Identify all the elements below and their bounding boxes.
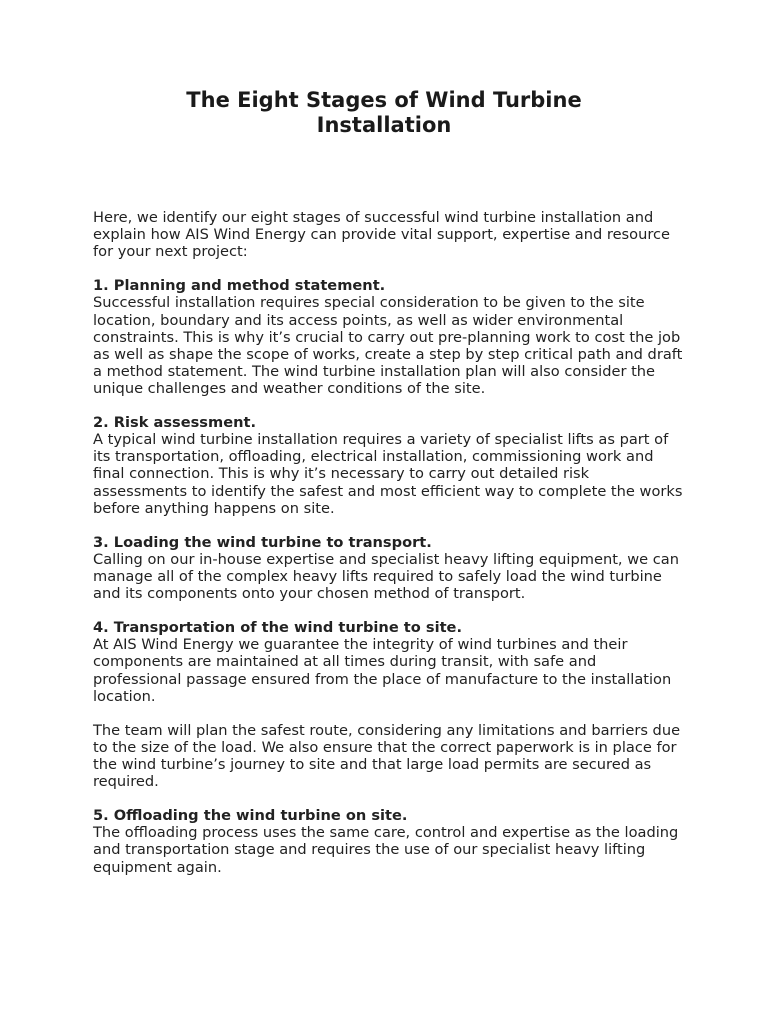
- section-heading: 1. Planning and method statement.: [93, 277, 386, 295]
- section-risk-assessment: [93, 414, 683, 517]
- section-text: The offloading process uses the same care, control and expertise as the loading and transportation stage and requires the use of our specialist heavy lifting equipment again.: [93, 824, 679, 876]
- section-text: Successful installation requires special consideration to be given to the site location, boundary and its access points, as well as wider environmental constraints. This is why it’s crucial to carry out pre-planning work to cost the job as well as shape the scope of works, create a step by step critical path and draft a method statement. The wind turbine installation plan will also consider the unique challenges and weather conditions of the site.: [93, 294, 683, 397]
- section-text: At AIS Wind Energy we guarantee the integrity of wind turbines and their components are maintained at all times during transit, with safe and professional passage ensured from the place of manufacture to the installation location.: [93, 636, 672, 705]
- section-text: A typical wind turbine installation requires a variety of specialist lifts as part of its transportation, offloading, electrical installation, commissioning work and final connection. This is why it’s necessary to carry out detailed risk assessments to identify the safest and most efficient way to complete the works before anything happens on site.: [93, 431, 683, 517]
- section-heading: 3. Loading the wind turbine to transport.: [93, 533, 432, 551]
- document-title: The Eight Stages of Wind Turbine Installation: [186, 88, 582, 137]
- section-loading: [93, 534, 683, 602]
- section-heading: 2. Risk assessment.: [93, 414, 256, 432]
- section-planning: [93, 277, 683, 397]
- intro-paragraph: Here, we identify our eight stages of successful wind turbine installation and explain how AIS Wind Energy can provide vital support, expertise and resource for your next project:: [93, 209, 671, 261]
- section-heading: 5. Offloading the wind turbine on site.: [93, 807, 408, 825]
- section-transportation-extra: The team will plan the safest route, considering any limitations and barriers due to the size of the load. We also ensure that the correct paperwork is in place for the wind turbine’s journey to site and that large load permits are secured as required.: [93, 721, 681, 791]
- document-body: [93, 209, 683, 893]
- section-text: Calling on our in-house expertise and specialist heavy lifting equipment, we can manage all of the complex heavy lifts required to safely load the wind turbine and its components onto your chosen method of transport.: [93, 550, 679, 603]
- section-heading: 4. Transportation of the wind turbine to site.: [93, 619, 462, 637]
- section-offloading: [93, 807, 683, 875]
- section-transportation: [93, 619, 683, 704]
